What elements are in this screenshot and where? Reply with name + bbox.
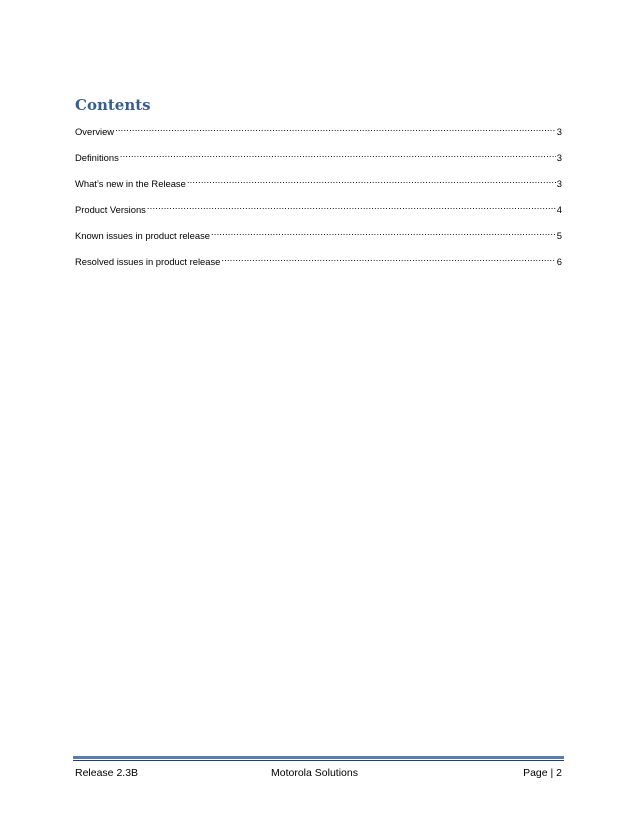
toc-entry-page-number: 3 (556, 178, 562, 189)
toc-entry-page-number: 6 (556, 256, 562, 267)
footer-company-name: Motorola Solutions (271, 767, 358, 779)
footer-release-label: Release 2.3B (75, 767, 139, 779)
toc-list (75, 121, 562, 277)
toc-dot-leader (115, 121, 556, 135)
footer-divider-thin (73, 760, 564, 761)
toc-dot-leader (187, 173, 556, 187)
toc-entry-page-number: 5 (556, 230, 562, 241)
toc-entry-label: What’s new in the Release (75, 178, 186, 189)
toc-entry-known-issues[interactable] (75, 225, 562, 239)
toc-entry-page-number: 3 (556, 126, 562, 137)
toc-entry-overview[interactable] (75, 121, 562, 135)
toc-entry-label: Known issues in product release (75, 230, 210, 241)
toc-dot-leader (147, 199, 556, 213)
toc-dot-leader (120, 147, 556, 161)
toc-dot-leader (211, 225, 556, 239)
toc-dot-leader (221, 251, 555, 265)
footer-divider-thick (73, 756, 564, 759)
toc-title: Contents (75, 96, 151, 114)
toc-entry-page-number: 3 (556, 152, 562, 163)
toc-entry-resolved-issues[interactable] (75, 251, 562, 265)
toc-entry-label: Product Versions (75, 204, 146, 215)
footer-page-number: Page | 2 (523, 767, 562, 779)
toc-entry-product-versions[interactable] (75, 199, 562, 213)
toc-entry-whats-new[interactable] (75, 173, 562, 187)
toc-entry-label: Resolved issues in product release (75, 256, 221, 267)
toc-entry-label: Definitions (75, 152, 119, 163)
toc-entry-label: Overview (75, 126, 115, 137)
page-footer (75, 765, 562, 781)
toc-entry-definitions[interactable] (75, 147, 562, 161)
toc-entry-page-number: 4 (556, 204, 562, 215)
